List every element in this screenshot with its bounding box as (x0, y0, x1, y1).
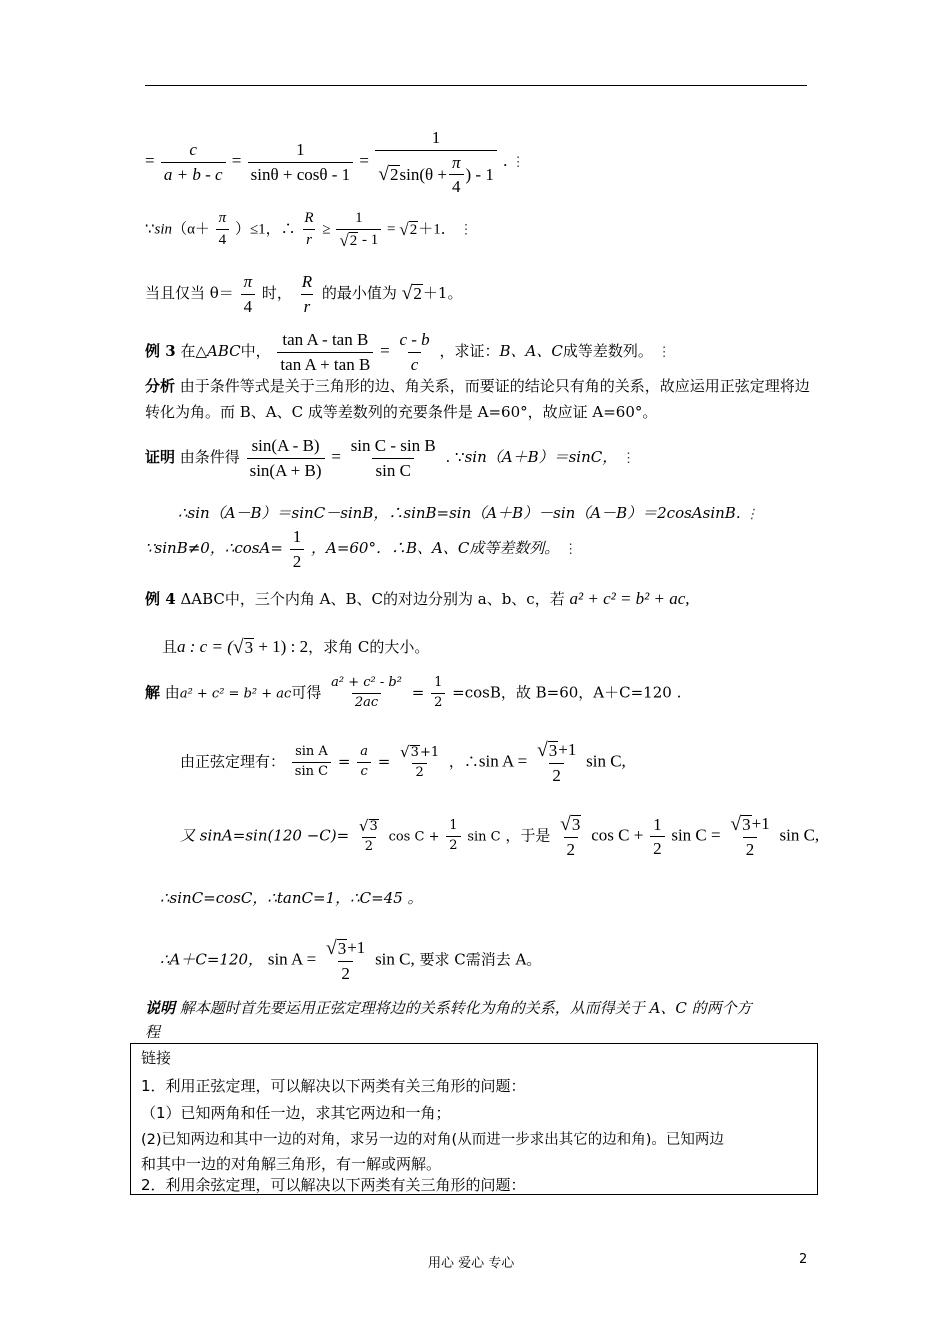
formula-line-1: = $\frac{c}{a + b - c}$ = $\frac{1}{\sin\theta + \cos\theta - 1}$ = 1 √ 2 sin(θ + $\frac{\pi}{4}$ ) - 1 . ⋮ (145, 128, 525, 197)
sqrt-2: √ 2 (378, 163, 399, 185)
solution-line-5: ∴A＋C=120， sin A = √ 3 +1 2 sin C, 要求 C需消去 A。 (160, 938, 542, 983)
proof-line-2: ∴sin（A－B）＝sinC－sinB，∴sinB=sin（A＋B）－sin（A－B）＝2cosAsinB. ⋮ (178, 504, 759, 522)
solution-line-1: 解 由a² + c² = b² + ac可得 $\frac{\text{a² + c² - b²}}{2ac}$ = $\frac{1}{2}$ =cosB，故 B=60，A＋C=120 . (145, 675, 682, 710)
solution-line-2: 由正弦定理有： $\frac{\text{sin A}}{\text{sin C}}$ = $\frac{a}{c}$ = √ 3 +1 2 ，∴sin A = √ 3 +1 2 sin C, (180, 740, 626, 785)
example-4-condition: 且a : c = ( √ 3 + 1) : 2，求角 C的大小。 (162, 637, 430, 659)
proof-line-1: 证明 由条件得 $\frac{\sin(A - B)}{\sin(A + B)}$ = $\frac{\text{sin C - sin B}}{\text{sin C}}$ . ∵sin（A＋B）＝sinC， ⋮ (145, 436, 636, 480)
page-number: 2 (799, 1252, 808, 1267)
proof-line-3: ∵sinB≠0，∴cosA= $\frac{1}{2}$ ，A=60°．∴B、A、C成等差数列。 ⋮ (145, 527, 578, 571)
analysis-paragraph: 分析 由于条件等式是关于三角形的边、角关系，而要证的结论只有角的关系，故应运用正弦定理将边转化为角。而 B、A、C 成等差数列的充要条件是 A=60°，故应证 A=60°。 (145, 377, 810, 421)
example-3: 例 3 在△ABC中， $\frac{\text{tan A - tan B}}{\text{tan A + tan B}}$ = $\frac{c - b}{c}$ ，求证：B、A、C成等差数列。 ⋮ (145, 330, 671, 374)
paragraph-mark: ⋮ (511, 154, 525, 170)
equals-sign: = (145, 151, 155, 171)
footer-center-text: 用心 爱心 专心 (428, 1256, 515, 1271)
link-box: 链接 1．利用正弦定理，可以解决以下两类有关三角形的问题： （1）已知两角和任一边，求其它两边和一角； (2)已知两边和其中一边的对角，求另一边的对角(从而进一步求出其它的边和角)。已知两边 和其中一边的对角解三角形，有一解或两解。 2．利用余弦定理，可以解决以下两类有关三角形的问题： (130, 1043, 818, 1195)
solution-line-3: 又 sinA=sin(120 −C)= √ 3 2 cos C + $\frac{1}{2}$ sin C ，于是 √ 3 2 cos C + $\frac{1}{2}$ sin C = √ 3 +1 2 sin C, (180, 814, 820, 859)
note-paragraph: 说明 解本题时首先要运用正弦定理将边的关系转化为角的关系，从而得关于 A、C 的两个方 程 (145, 999, 752, 1041)
solution-line-4: ∴sinC=cosC，∴tanC=1，∴C=45 。 (160, 889, 423, 907)
fraction-2: 1 √ 2 sin(θ + $\frac{\pi}{4}$ ) - 1 (375, 128, 497, 197)
link-box-title: 链接 (141, 1049, 172, 1067)
fraction-1: $\frac{1}{\sin\theta + \cos\theta - 1}$ (248, 140, 354, 184)
header-rule (145, 85, 807, 86)
min-value-line: 当且仅当 θ＝ $\frac{\pi}{4}$ 时， $\frac{R}{r}$ 的最小值为 √ 2 ＋1。 (145, 272, 463, 316)
example-4: 例 4 ΔABC中，三个内角 A、B、C的对边分别为 a、b、c，若 a² + c² = b² + ac, (145, 589, 690, 608)
formula-line-2: ∵sin（α＋ $\frac{\pi}{4}$ ）≤1，∴ $\frac{R}{r}$ ≥ 1 √ 2 - 1 = √ 2 ＋1． ⋮ (145, 210, 473, 251)
fraction-c: $\frac{c}{a + b - c}$ (161, 140, 226, 184)
